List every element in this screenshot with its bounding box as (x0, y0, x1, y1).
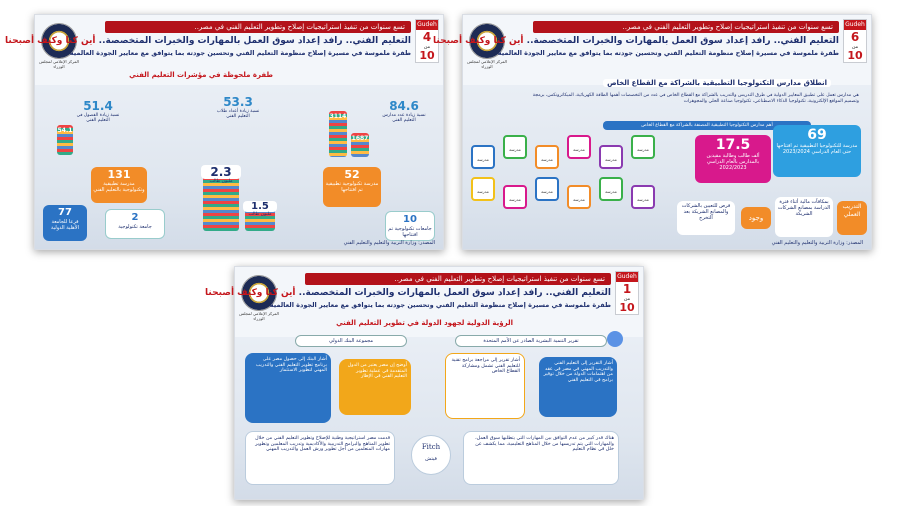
series-strip: تسع سنوات من تنفيذ استراتيجيات إصلاح وتطوير التعليم الفني في مصر.. (105, 21, 411, 33)
school-tile: مدرسة (503, 135, 527, 159)
stat-classes: 51.4 نسبة زيادة الفصول في التعليم الفني (76, 99, 120, 123)
page-badge: Gudeh 4 من 10 (415, 19, 439, 63)
un-bubble-1: أشار تقرير إلى مراجعة برامج تقنية للتعليم الفني تشمل ومشاركة القطاع الخاص (445, 353, 525, 419)
intro-text: هي مدارس تعمل على تطبيق المعايير الدولية في طرق التدريس والتدريب بالشراكة مع القطاع الخاص في عدد من التخصصات أهمها الطاقة الكهربائية، الميكاترونكس، برمجة وتصميم المواقع الإلكترونية، تكنولوجيا الذكاء الاصطناعي، تكنولوجيا صناعة الحلي والمجوهرات (532, 93, 859, 104)
stat-1-5: 1.5 مليون طالب (243, 201, 277, 217)
school-tile: مدرسة (567, 185, 591, 209)
school-tile: مدرسة (567, 135, 591, 159)
logo-caption: المركز الإعلامي لمجلس الوزراء (39, 59, 79, 69)
page-badge: Gudeh 6 من 10 (843, 19, 867, 63)
stat-2: 2 جامعة تكنولوجية (105, 209, 165, 239)
school-tile: مدرسة (503, 185, 527, 209)
section-heading: الرؤية الدولية لجهود الدولة في تطوير التعليم الفني (336, 319, 513, 327)
page-subtitle: طفرة ملموسة في مسيرة إصلاح منظومة التعليم الفني وتحسين جودته بما يتوافق مع معايير الجودة العالمية (269, 301, 611, 309)
infographic-card-6[interactable] (433, 14, 872, 250)
stat-131: 131 مدرسة تطبيقية وتكنولوجية بالتعليم الفني (91, 167, 147, 203)
school-tile: مدرسة (535, 177, 559, 201)
world-bank-bubble-1: أشار البنك إلى حصول مصر على برنامج تطوير التعليم الفني والتدريب المهني لتطوير الاستثمار (245, 353, 331, 423)
logo-caption: المركز الإعلامي لمجلس الوزراء (467, 59, 507, 69)
page-badge: Gudeh 1 من 10 (615, 271, 639, 315)
un-emblem-icon (607, 331, 623, 347)
infographic-card-4[interactable]: المركز الإعلامي لمجلس الوزراء تسع سنوات من تنفيذ استراتيجيات إصلاح وتطوير التعليم الفني في مصر.. Gudeh 4 من 10 التعليم الفني.. رافد إعداد سوق العمل بالمهارات والخبرات المتخصصة.. أين كنا وكيف أصبحنا طفرة ملموسة في مسيرة إصلاح منظومة التعليم الفني وتحسين جودته بما يتوافق مع معايير الجودة العالمية طفرة ملحوظة في مؤشرات التعليم الفني 84.6 نسبة زيادة عدد مدارس التعليم الفني 53.3 نسبة زيادة أعداد طلاب التعليم الفني 51.4 نسبة زيادة الفصول في التعليم الفني 3114 1687 54.1 2.3 مليون طالب 1.5 مليون طالب 131 مدرسة تطبيقية وتكنولوجية بالتعليم الفني 52 مدرسة تكنولوجية تطبيقية تم افتتاحها 77 فرعا للجامعة الأهلية الدولية 2 جامعة تكنولوجية 10 جامعات تكنولوجية تم افتتاحها المصدر: وزارة التربية والتعليم والتعليم الفني (34, 14, 444, 250)
school-tile: مدرسة (599, 145, 623, 169)
logo-caption: المركز الإعلامي لمجلس الوزراء (239, 311, 279, 321)
school-tile: مدرسة (471, 177, 495, 201)
un-report-label: تقرير التنمية البشرية الصادر عن الأمم المتحدة (455, 335, 607, 347)
school-tile: مدرسة (471, 145, 495, 169)
stat-69: 69 مدرسة للتكنولوجيا التطبيقية تم افتتاحها حتى العام الدراسي 2023/2024 (773, 125, 861, 177)
stat-10: 10 جامعات تكنولوجية تم افتتاحها (385, 211, 435, 241)
school-tile: مدرسة (631, 135, 655, 159)
stat-students: 53.3 نسبة زيادة أعداد طلاب التعليم الفني (216, 95, 260, 119)
world-bank-label: مجموعة البنك الدولي (295, 335, 407, 347)
strategy-note: قدمت مصر استراتيجية وطنية للإصلاح وتطوير التعليم الفني من خلال تطوير المناهج والبرامج التدريبية والأكاديمية وتدريب المعلمين وتطوير مهارات المتعلمين من أجل تطوير ورش العمل والتدريب المهني (245, 431, 395, 485)
feature-quality: وجود (741, 207, 771, 229)
school-tile: مدرسة (535, 145, 559, 169)
series-strip: تسع سنوات من تنفيذ استراتيجيات إصلاح وتطوير التعليم الفني في مصر.. (533, 21, 839, 33)
stat-2-3: 2.3 مليون طالب (201, 165, 241, 184)
subsection-bar: أهم مدارس التكنولوجيا التطبيقية المصنفة بالشراكة مع القطاع الخاص (603, 121, 811, 130)
feature-employment: فرص للتعيين بالشركات والمصانع الشريكة بعد التخرج (677, 201, 735, 235)
section-heading: انطلاق مدارس التكنولوجيا التطبيقية بالشراكة مع القطاع الخاص (603, 79, 831, 87)
fitch-logo: Fitch فيتش (411, 435, 451, 475)
world-bank-bubble-2: أوضح إن مصر يعتبر من الدول المتقدمة في عملية تطوير التعليم الفني في الإطار (339, 359, 411, 415)
page-title: التعليم الفني.. رافد إعداد سوق العمل بالمهارات والخبرات المتخصصة.. أين كنا وكيف أصبحنا (5, 36, 411, 46)
school-tile: مدرسة (599, 177, 623, 201)
source-note: المصدر: وزارة التربية والتعليم والتعليم الفني (343, 240, 435, 246)
stat-52: 52 مدرسة تكنولوجية تطبيقية تم افتتاحها (323, 167, 381, 207)
stat-17-5: 17.5 ألف طالب وطالبة مقيدين بالمدارس بالعام الدراسي 2022/2023 (695, 135, 771, 183)
tag-practical-training: التدريب العملي (837, 201, 867, 235)
feature-stipend: بمكافآت مالية أثناء فترة الدراسة بمصانع الشركات الشريكة (775, 197, 833, 237)
un-bubble-2: أشار التقرير إلى التعليم الفني والتدريب المهني في مصر في عقد من اهتمامات الدولة من خلال توفير برامج في التعليم الفني (539, 357, 617, 417)
stat-schools: 84.6 نسبة زيادة عدد مدارس التعليم الفني (382, 99, 426, 123)
stat-77: 77 فرعا للجامعة الأهلية الدولية (43, 205, 87, 241)
section-heading: طفرة ملحوظة في مؤشرات التعليم الفني (129, 71, 273, 79)
page-subtitle: طفرة ملموسة في مسيرة إصلاح منظومة التعليم الفني وتحسين جودته بما يتوافق مع معايير الجودة العالمية (497, 49, 839, 57)
page-subtitle: طفرة ملموسة في مسيرة إصلاح منظومة التعليم الفني وتحسين جودته بما يتوافق مع معايير الجودة العالمية (69, 49, 411, 57)
page-title: التعليم الفني.. رافد إعداد سوق العمل بالمهارات والخبرات المتخصصة.. أين كنا وكيف أصبحنا (205, 288, 611, 298)
fitch-note: هناك قدر كبير من عدم التوافق بين المهارات التي يتطلبها سوق العمل، والمهارات التي يتم تدريسها من خلال المناهج التعليمية، مما يكشف عن خلل في نظام التعليم (463, 431, 619, 485)
source-note: المصدر: وزارة التربية والتعليم والتعليم الفني (771, 240, 863, 246)
infographic-card-1[interactable] (205, 266, 644, 500)
page-title: التعليم الفني.. رافد إعداد سوق العمل بالمهارات والخبرات المتخصصة.. أين كنا وكيف أصبحنا (433, 36, 839, 46)
school-tile: مدرسة (631, 185, 655, 209)
series-strip: تسع سنوات من تنفيذ استراتيجيات إصلاح وتطوير التعليم الفني في مصر.. (305, 273, 611, 285)
